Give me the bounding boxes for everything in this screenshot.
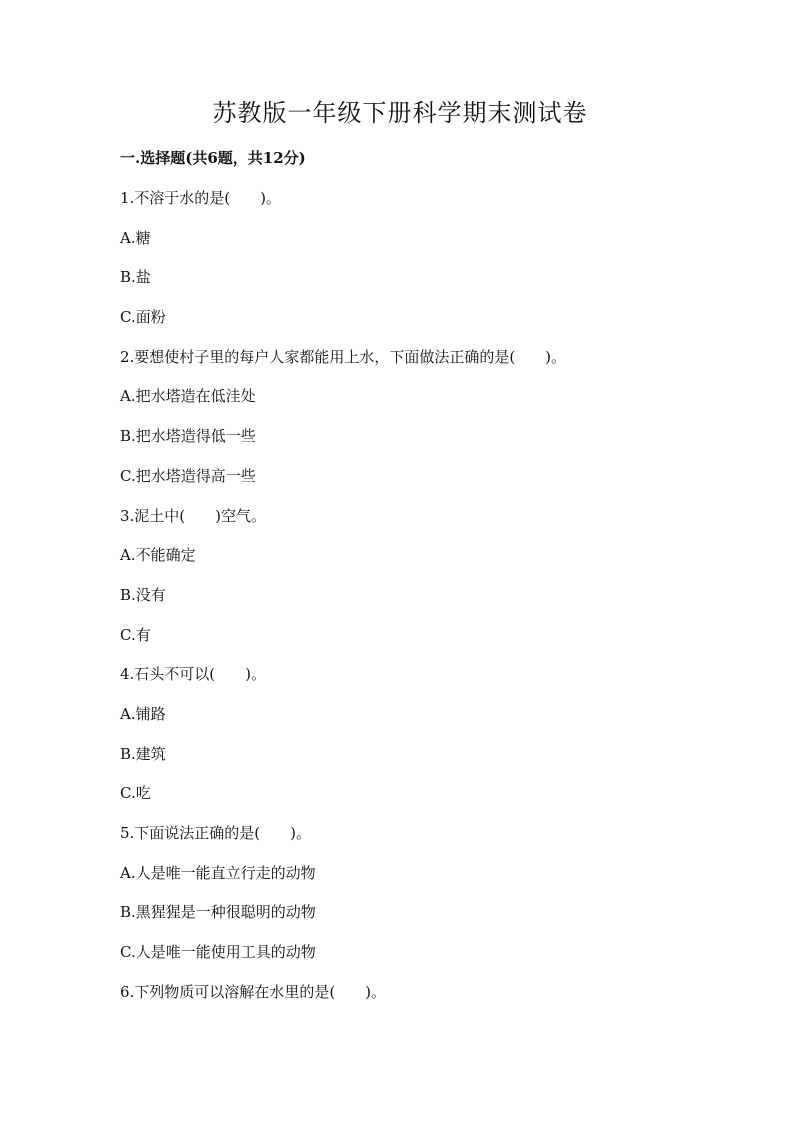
question-5-option-a: A.人是唯一能直立行走的动物: [120, 863, 316, 882]
page-title: 苏教版一年级下册科学期末测试卷: [212, 99, 588, 127]
question-4-option-b: B.建筑: [120, 744, 166, 763]
section-heading: 一.选择题(共6题，共12分): [120, 149, 306, 167]
question-3-option-c: C.有: [120, 625, 151, 644]
question-3-option-b: B.没有: [120, 585, 166, 604]
question-6-stem: 6.下列物质可以溶解在水里的是( )。: [120, 982, 387, 1001]
question-4-option-c: C.吃: [120, 784, 151, 803]
question-list: [120, 186, 720, 1019]
question-5-option-c: C.人是唯一能使用工具的动物: [120, 943, 316, 962]
question-1-option-b: B.盐: [120, 268, 151, 287]
question-4-stem: 4.石头不可以( )。: [120, 665, 267, 684]
question-1-option-c: C.面粉: [120, 308, 166, 327]
question-3-stem: 3.泥土中( )空气。: [120, 506, 267, 525]
question-2-option-c: C.把水塔造得高一些: [120, 466, 256, 485]
question-1-stem: 1.不溶于水的是( )。: [120, 189, 282, 207]
question-2-stem: 2.要想使村子里的每户人家都能用上水，下面做法正确的是( )。: [120, 347, 567, 366]
question-5-option-b: B.黑猩猩是一种很聪明的动物: [120, 903, 316, 922]
question-2-option-a: A.把水塔造在低洼处: [120, 387, 256, 406]
question-5-stem: 5.下面说法正确的是( )。: [120, 824, 312, 842]
question-1-option-a: A.糖: [120, 228, 151, 247]
question-2-option-b: B.把水塔造得低一些: [120, 427, 256, 446]
question-4-option-a: A.铺路: [120, 704, 166, 723]
question-3-option-a: A.不能确定: [120, 546, 196, 565]
